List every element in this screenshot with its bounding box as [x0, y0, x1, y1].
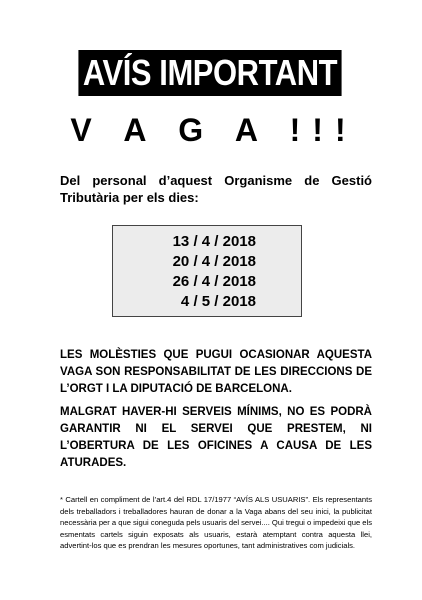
- date-item: 26 / 4 / 2018: [172, 273, 256, 290]
- legal-footnote: * Cartell en compliment de l’art.4 del RDL 17/1977 “AVÍS ALS USUARIS”. Els representants dels treballadors i treballadores hauran de donar a la Vaga abans del seu inici, la publicitat necessària per a que sigui coneguda pels usuaris del servei.... Qui tregui o impedeixi que els esmentats cartels siguin exposats als usuaris, estarà atemptant contra aquesta llei, advertint-los que es prendran les mesures oportunes, tant administratives com judicials.: [60, 495, 372, 551]
- dates-box: [112, 225, 302, 317]
- date-item: 13 / 4 / 2018: [172, 233, 256, 250]
- strike-headline: V A G A !!!: [70, 112, 358, 148]
- date-item: 4 / 5 / 2018: [176, 293, 256, 310]
- intro-text: Del personal d’aquest Organisme de Gestió Tributària per els dies:: [60, 173, 372, 205]
- notice-banner: AVÍS IMPORTANT: [78, 50, 341, 96]
- date-item: 20 / 4 / 2018: [172, 253, 256, 270]
- minimum-services-paragraph: MALGRAT HAVER-HI SERVEIS MÍNIMS, NO ES PODRÀ GARANTIR NI EL SERVEI QUE PRESTEM, NI L’OBERTURA DE LES OFICINES A CAUSA DE LES ATURADES.: [60, 406, 372, 469]
- responsibility-paragraph: LES MOLÈSTIES QUE PUGUI OCASIONAR AQUESTA VAGA SON RESPONSABILITAT DE LES DIRECCIONS DE L’ORGT I LA DIPUTACIÓ DE BARCELONA.: [60, 349, 372, 395]
